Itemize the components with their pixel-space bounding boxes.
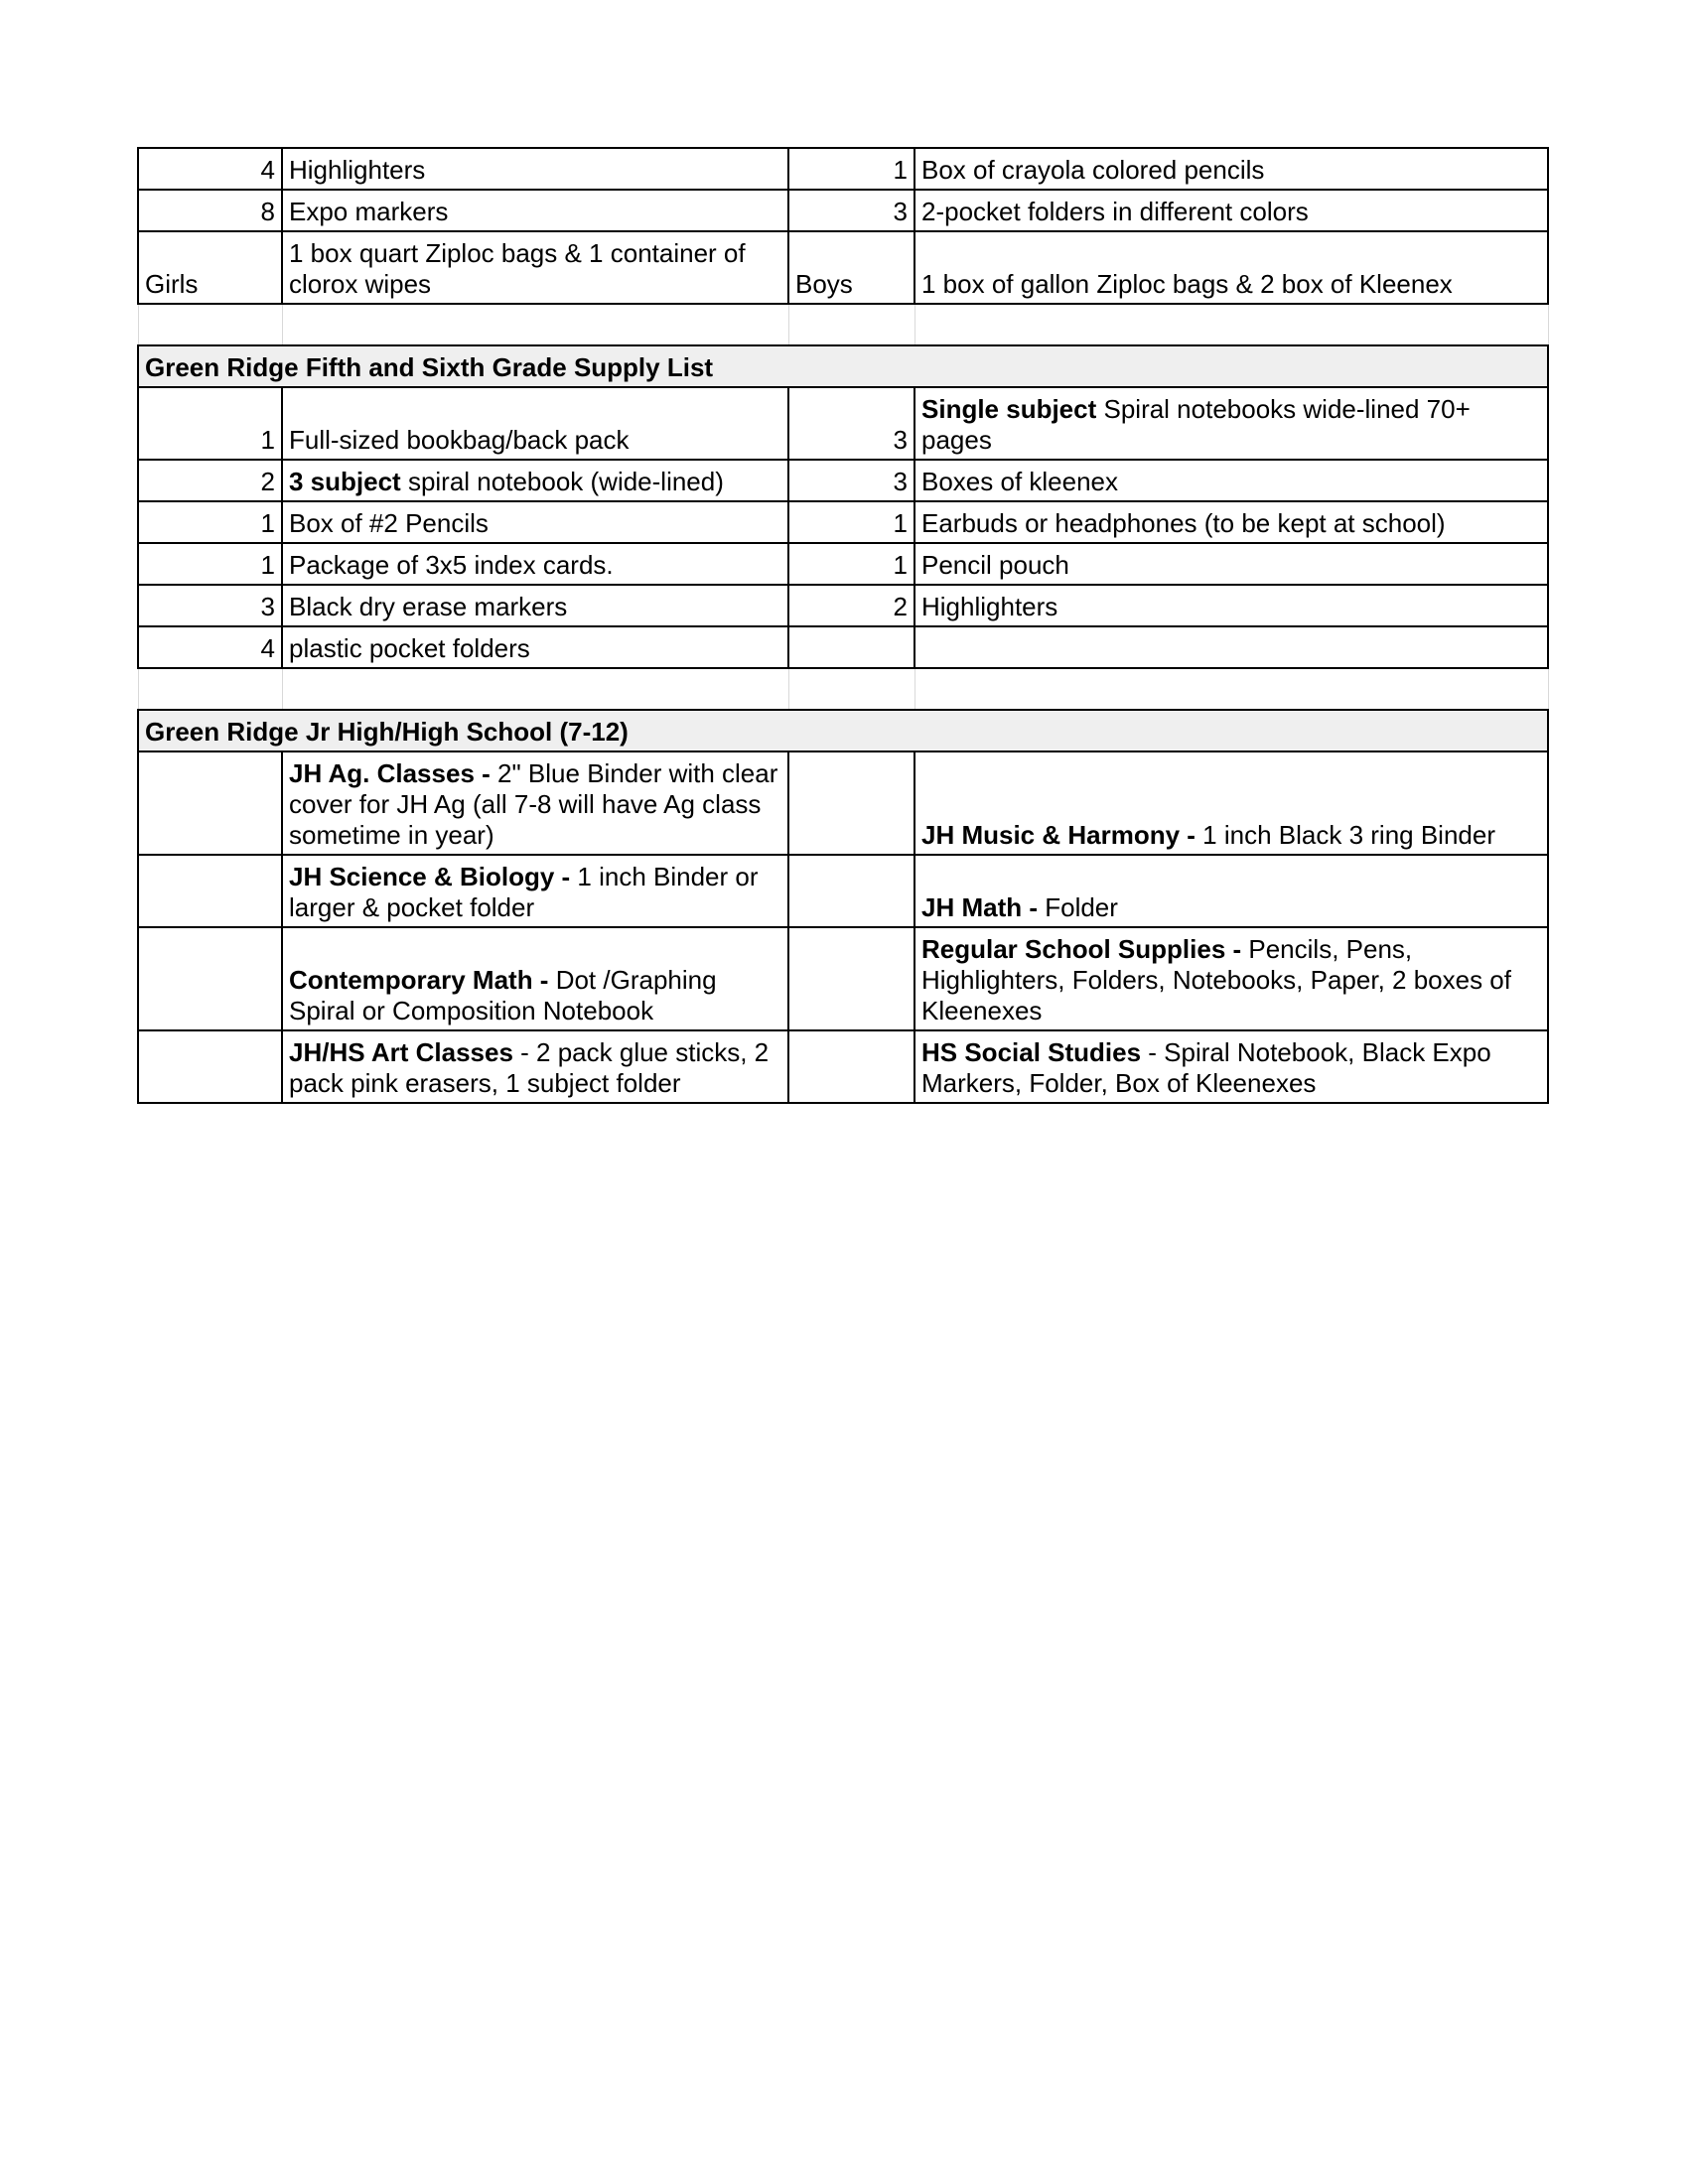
girls-label: Girls [138,231,282,304]
qty-cell: 4 [138,626,282,668]
qty-cell: 8 [138,190,282,231]
qty-cell [788,855,914,927]
table-row [138,148,1548,190]
qty-cell [788,751,914,855]
qty-cell: 1 [788,543,914,585]
item-cell [914,1030,1548,1103]
table-row [138,1030,1548,1103]
item-bold: JH Math - [921,892,1038,922]
qty-cell: 3 [138,585,282,626]
qty-cell [788,626,914,668]
item-cell: Full-sized bookbag/back pack [282,387,788,460]
item-text: 1 inch Binder or larger & pocket folder [289,862,759,922]
item-bold: Contemporary Math - [289,965,549,995]
item-text: - 2 pack glue sticks, 2 pack pink erasers, 1 subject folder [289,1037,770,1098]
item-cell: 2-pocket folders in different colors [914,190,1548,231]
table-row [138,751,1548,855]
item-bold: JH/HS Art Classes [289,1037,513,1067]
item-cell: Box of #2 Pencils [282,501,788,543]
qty-cell: 1 [138,387,282,460]
qty-cell: 3 [788,190,914,231]
item-cell [282,855,788,927]
table-row [138,190,1548,231]
item-text: 2" Blue Binder with clear cover for JH Ag (all 7-8 will have Ag class sometime in year) [289,758,778,850]
item-cell [914,751,1548,855]
item-bold: Single subject [921,394,1097,424]
item-bold: JH Science & Biology - [289,862,571,891]
item-cell [914,387,1548,460]
item-cell: Highlighters [914,585,1548,626]
table-row [138,460,1548,501]
item-bold: JH Ag. Classes - [289,758,491,788]
item-text: - Spiral Notebook, Black Expo Markers, Folder, Box of Kleenexes [921,1037,1491,1098]
item-cell: Box of crayola colored pencils [914,148,1548,190]
item-cell [282,927,788,1030]
section-header-row [138,710,1548,751]
spacer-row [138,304,1548,345]
table-row [138,855,1548,927]
table-row [138,387,1548,460]
item-bold: HS Social Studies [921,1037,1142,1067]
item-cell: 1 box of gallon Ziploc bags & 2 box of Kleenex [914,231,1548,304]
table-row [138,543,1548,585]
qty-cell [138,927,282,1030]
qty-cell: 4 [138,148,282,190]
item-cell: Package of 3x5 index cards. [282,543,788,585]
table-row [138,585,1548,626]
section-header-row [138,345,1548,387]
item-cell: Expo markers [282,190,788,231]
qty-cell: 1 [138,543,282,585]
item-bold: JH Music & Harmony - [921,820,1196,850]
item-cell: Highlighters [282,148,788,190]
item-text: Dot /Graphing Spiral or Composition Notebook [289,965,717,1025]
item-text: Folder [1038,892,1118,922]
spacer-row [138,668,1548,710]
item-cell [914,626,1548,668]
item-cell: Boxes of kleenex [914,460,1548,501]
item-text: 1 inch Black 3 ring Binder [1195,820,1495,850]
item-cell [914,855,1548,927]
item-cell: Black dry erase markers [282,585,788,626]
qty-cell: 3 [788,387,914,460]
item-cell: 1 box quart Ziploc bags & 1 container of clorox wipes [282,231,788,304]
item-bold: 3 subject [289,467,401,496]
qty-cell: 1 [788,501,914,543]
qty-cell: 2 [138,460,282,501]
item-cell: Earbuds or headphones (to be kept at school) [914,501,1548,543]
qty-cell [788,1030,914,1103]
qty-cell: 2 [788,585,914,626]
item-cell: plastic pocket folders [282,626,788,668]
section-title: Green Ridge Jr High/High School (7-12) [138,710,1548,751]
item-text: Pencils, Pens, Highlighters, Folders, Notebooks, Paper, 2 boxes of Kleenexes [921,934,1511,1025]
supply-list-table [137,147,1549,1104]
qty-cell: 1 [788,148,914,190]
table-row [138,501,1548,543]
item-cell [282,460,788,501]
table-row [138,231,1548,304]
qty-cell [138,1030,282,1103]
item-bold: Regular School Supplies - [921,934,1242,964]
item-cell [282,751,788,855]
item-cell [282,1030,788,1103]
item-text: Spiral notebooks wide-lined 70+ pages [921,394,1471,455]
qty-cell: 3 [788,460,914,501]
qty-cell [138,751,282,855]
qty-cell [138,855,282,927]
table-row [138,626,1548,668]
item-cell: Pencil pouch [914,543,1548,585]
boys-label: Boys [788,231,914,304]
item-text: spiral notebook (wide-lined) [400,467,724,496]
section-title: Green Ridge Fifth and Sixth Grade Supply List [138,345,1548,387]
qty-cell [788,927,914,1030]
table-row [138,927,1548,1030]
qty-cell: 1 [138,501,282,543]
item-cell [914,927,1548,1030]
